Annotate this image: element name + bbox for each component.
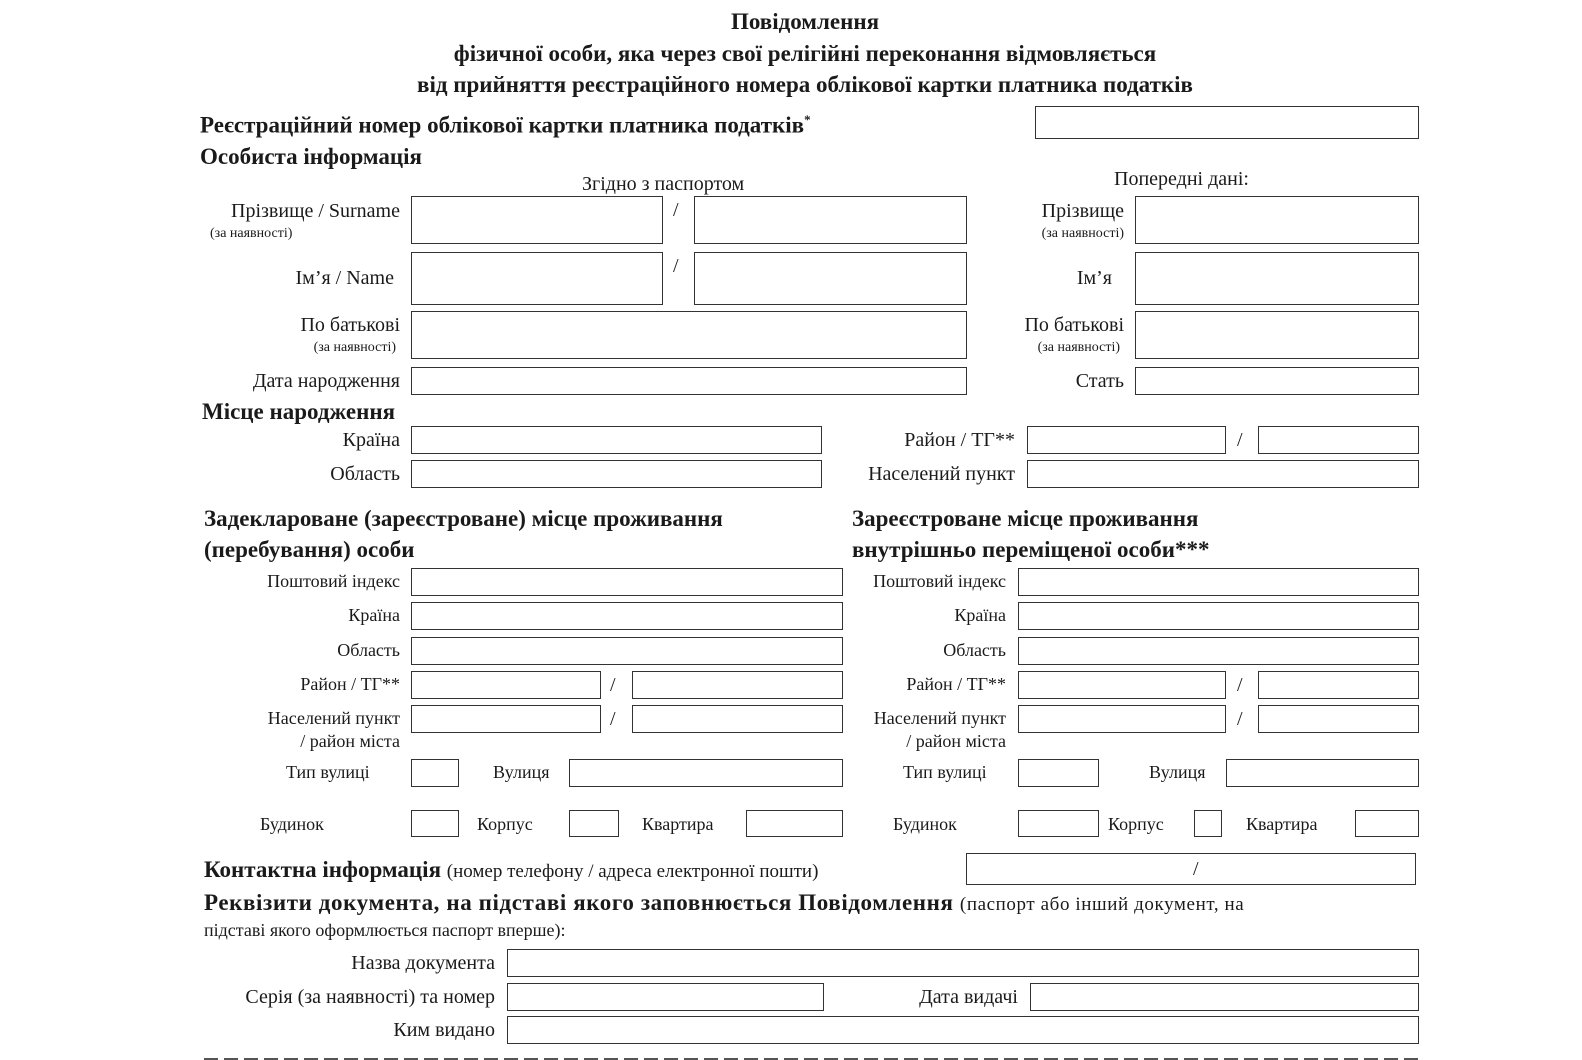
surname-en-field[interactable]: [694, 196, 967, 244]
document-name-label: Назва документа: [351, 952, 495, 974]
declared-apartment-label: Квартира: [642, 814, 714, 834]
idp-country-label: Країна: [954, 605, 1006, 625]
declared-district-field[interactable]: [411, 671, 601, 699]
contact-info-row: [204, 858, 818, 881]
prev-surname-label: Прізвище: [1041, 200, 1124, 222]
declared-city-district-field[interactable]: [632, 705, 843, 733]
idp-country-field[interactable]: [1018, 602, 1419, 630]
declared-settlement-label: Населений пункт: [267, 708, 400, 728]
idp-building-label: Корпус: [1108, 814, 1164, 834]
idp-address-heading-line2: внутрішньо переміщеної особи***: [852, 537, 1210, 562]
idp-region-label: Область: [943, 640, 1006, 660]
birth-country-label: Країна: [342, 429, 400, 451]
birthplace-heading: Місце народження: [202, 399, 396, 424]
idp-street-type-label: Тип вулиці: [903, 762, 987, 782]
declared-district-separator: /: [610, 674, 616, 696]
prev-name-label: Ім’я: [1076, 267, 1112, 289]
passport-caption: Згідно з паспортом: [582, 173, 745, 195]
patronymic-if-any-note: (за наявності): [313, 340, 396, 355]
idp-city-district-label: / район міста: [906, 731, 1006, 751]
prev-surname-field[interactable]: [1135, 196, 1419, 244]
declared-postal-field[interactable]: [411, 568, 843, 596]
declared-street-label: Вулиця: [493, 762, 550, 782]
document-date-label: Дата видачі: [919, 986, 1018, 1008]
surname-if-any-note: (за наявності): [210, 226, 293, 241]
document-hint-line2: підставі якого оформлюється паспорт вперше):: [204, 920, 566, 940]
idp-city-district-field[interactable]: [1258, 705, 1419, 733]
idp-house-field[interactable]: [1018, 810, 1099, 837]
document-hint: (паспорт або інший документ, на: [959, 894, 1245, 915]
declared-address-heading-line2: (перебування) особи: [204, 537, 415, 562]
name-ua-field[interactable]: [411, 252, 663, 305]
prev-surname-if-any-note: (за наявності): [1041, 226, 1124, 241]
prev-patronymic-if-any-note: (за наявності): [1037, 340, 1120, 355]
idp-building-field[interactable]: [1194, 810, 1222, 837]
declared-house-label: Будинок: [260, 814, 324, 834]
declared-region-label: Область: [337, 640, 400, 660]
birthdate-field[interactable]: [411, 367, 967, 395]
declared-house-field[interactable]: [411, 810, 459, 837]
declared-apartment-field[interactable]: [746, 810, 843, 837]
form-subtitle-line1: фізичної особи, яка через свої релігійні переконання відмовляється: [453, 41, 1157, 66]
declared-building-field[interactable]: [569, 810, 619, 837]
surname-label: Прізвище / Surname: [231, 200, 400, 222]
document-heading-row: [204, 891, 1244, 914]
birthdate-label: Дата народження: [252, 370, 400, 392]
patronymic-field[interactable]: [411, 311, 967, 359]
idp-settlement-separator: /: [1237, 708, 1243, 730]
birth-district-label: Район / ТГ**: [904, 429, 1015, 451]
declared-street-field[interactable]: [569, 759, 843, 787]
declared-street-type-field[interactable]: [411, 759, 459, 787]
declared-region-field[interactable]: [411, 637, 843, 665]
declared-address-heading-line1: Задеклароване (зареєстроване) місце проживання: [204, 506, 723, 531]
birth-district-field[interactable]: [1027, 426, 1226, 454]
birth-country-field[interactable]: [411, 426, 822, 454]
declared-tg-field[interactable]: [632, 671, 843, 699]
prev-patronymic-label: По батькові: [1024, 314, 1124, 336]
declared-postal-label: Поштовий індекс: [267, 571, 400, 591]
document-heading: Реквізити документа, на підставі якого заповнюється Повідомлення: [204, 890, 954, 915]
declared-street-type-label: Тип вулиці: [286, 762, 370, 782]
idp-apartment-label: Квартира: [1246, 814, 1318, 834]
prev-name-field[interactable]: [1135, 252, 1419, 305]
sex-label: Стать: [1075, 370, 1124, 392]
idp-apartment-field[interactable]: [1355, 810, 1419, 837]
name-label: Ім’я / Name: [295, 267, 394, 289]
contact-heading: Контактна інформація: [204, 857, 442, 882]
idp-address-heading-line1: Зареєстроване місце проживання: [852, 506, 1199, 531]
idp-district-field[interactable]: [1018, 671, 1226, 699]
declared-building-label: Корпус: [477, 814, 533, 834]
patronymic-label: По батькові: [300, 314, 400, 336]
idp-postal-label: Поштовий індекс: [873, 571, 1006, 591]
declared-city-district-label: / район міста: [300, 731, 400, 751]
idp-street-type-field[interactable]: [1018, 759, 1099, 787]
footnote-mark: *: [804, 112, 811, 127]
name-separator: /: [673, 255, 679, 277]
idp-district-label: Район / ТГ**: [906, 674, 1006, 694]
birth-settlement-field[interactable]: [1027, 460, 1419, 488]
idp-tg-field[interactable]: [1258, 671, 1419, 699]
birth-region-label: Область: [330, 463, 400, 485]
idp-settlement-label: Населений пункт: [873, 708, 1006, 728]
previous-data-caption: Попередні дані:: [1114, 168, 1249, 190]
declared-settlement-field[interactable]: [411, 705, 601, 733]
document-series-label: Серія (за наявності) та номер: [245, 986, 495, 1008]
contact-field[interactable]: [966, 853, 1416, 885]
birth-settlement-label: Населений пункт: [868, 463, 1015, 485]
rnokpp-field[interactable]: [1035, 106, 1419, 139]
document-date-field[interactable]: [1030, 983, 1419, 1011]
sex-field[interactable]: [1135, 367, 1419, 395]
cut-off-text-line: [204, 1052, 1419, 1060]
name-en-field[interactable]: [694, 252, 967, 305]
surname-separator: /: [673, 199, 679, 221]
personal-info-heading: Особиста інформація: [200, 144, 422, 169]
declared-settlement-separator: /: [610, 708, 616, 730]
declared-country-label: Країна: [348, 605, 400, 625]
document-name-field[interactable]: [507, 949, 1419, 977]
idp-street-field[interactable]: [1226, 759, 1419, 787]
idp-region-field[interactable]: [1018, 637, 1419, 665]
birth-region-field[interactable]: [411, 460, 822, 488]
document-series-field[interactable]: [507, 983, 824, 1011]
prev-patronymic-field[interactable]: [1135, 311, 1419, 359]
contact-hint: (номер телефону / адреса електронної пошти): [446, 861, 819, 882]
declared-country-field[interactable]: [411, 602, 843, 630]
document-issued-field[interactable]: [507, 1016, 1419, 1044]
birth-district-separator: /: [1237, 429, 1243, 451]
rnokpp-label: Реєстраційний номер облікової картки платника податків*: [200, 112, 811, 138]
document-issued-label: Ким видано: [393, 1019, 495, 1041]
idp-house-label: Будинок: [893, 814, 957, 834]
contact-separator: /: [1193, 858, 1199, 880]
idp-district-separator: /: [1237, 674, 1243, 696]
declared-district-label: Район / ТГ**: [300, 674, 400, 694]
birth-tg-field[interactable]: [1258, 426, 1419, 454]
idp-postal-field[interactable]: [1018, 568, 1419, 596]
idp-settlement-field[interactable]: [1018, 705, 1226, 733]
form-subtitle-line2: від прийняття реєстраційного номера облікової картки платника податків: [417, 72, 1193, 97]
form-title: Повідомлення: [730, 9, 880, 34]
surname-ua-field[interactable]: [411, 196, 663, 244]
idp-street-label: Вулиця: [1149, 762, 1206, 782]
